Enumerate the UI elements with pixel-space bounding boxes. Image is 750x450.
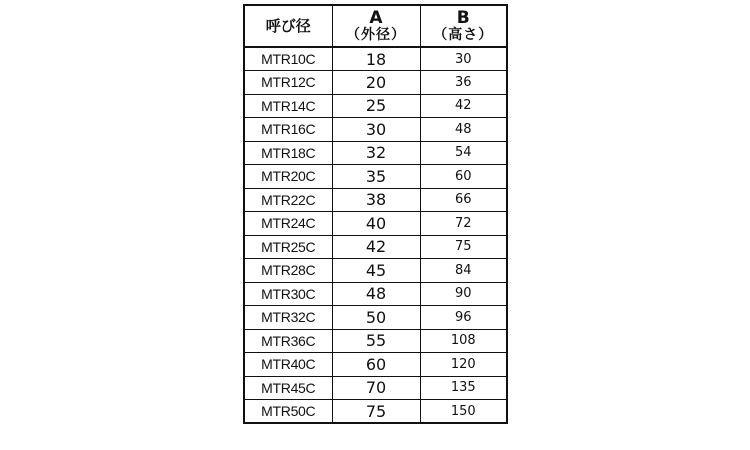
cell-b-value: 75 — [420, 235, 507, 259]
cell-nominal-size: MTR36C — [244, 329, 332, 353]
header-b — [420, 5, 507, 47]
cell-nominal-size: MTR45C — [244, 376, 332, 400]
header-a — [332, 5, 420, 47]
cell-a-value: 32 — [332, 141, 420, 165]
cell-b-value: 48 — [420, 118, 507, 142]
cell-b-value: 42 — [420, 94, 507, 118]
cell-a-value: 48 — [332, 282, 420, 306]
header-b-label: B — [456, 7, 470, 28]
table-row — [244, 188, 507, 212]
header-nominal-size-label: 呼び径 — [265, 16, 311, 35]
header-a-sublabel: （外径） — [346, 26, 406, 43]
cell-b-value: 108 — [420, 329, 507, 353]
cell-nominal-size: MTR24C — [244, 212, 332, 236]
cell-a-value: 55 — [332, 329, 420, 353]
table-row — [244, 306, 507, 330]
cell-a-value: 18 — [332, 47, 420, 71]
cell-nominal-size: MTR32C — [244, 306, 332, 330]
cell-a-value: 70 — [332, 376, 420, 400]
table-row — [244, 71, 507, 95]
table-row — [244, 235, 507, 259]
cell-b-value: 96 — [420, 306, 507, 330]
cell-nominal-size: MTR10C — [244, 47, 332, 71]
dimension-table — [243, 4, 508, 424]
cell-b-value: 36 — [420, 71, 507, 95]
cell-nominal-size: MTR28C — [244, 259, 332, 283]
cell-b-value: 54 — [420, 141, 507, 165]
table-row — [244, 259, 507, 283]
cell-b-value: 84 — [420, 259, 507, 283]
cell-a-value: 45 — [332, 259, 420, 283]
cell-a-value: 25 — [332, 94, 420, 118]
table-row — [244, 118, 507, 142]
table-header-row — [244, 5, 507, 47]
cell-b-value: 60 — [420, 165, 507, 189]
header-nominal-size — [244, 5, 332, 47]
cell-nominal-size: MTR18C — [244, 141, 332, 165]
cell-nominal-size: MTR14C — [244, 94, 332, 118]
table-row — [244, 376, 507, 400]
cell-b-value: 135 — [420, 376, 507, 400]
cell-a-value: 75 — [332, 400, 420, 424]
cell-b-value: 90 — [420, 282, 507, 306]
header-a-label: A — [369, 7, 383, 28]
header-b-sublabel: （高さ） — [433, 26, 494, 43]
cell-a-value: 35 — [332, 165, 420, 189]
table-row — [244, 165, 507, 189]
cell-b-value: 66 — [420, 188, 507, 212]
cell-nominal-size: MTR22C — [244, 188, 332, 212]
cell-b-value: 30 — [420, 47, 507, 71]
table-row — [244, 94, 507, 118]
cell-a-value: 30 — [332, 118, 420, 142]
cell-nominal-size: MTR50C — [244, 400, 332, 424]
table-row — [244, 47, 507, 71]
cell-b-value: 150 — [420, 400, 507, 424]
cell-a-value: 60 — [332, 353, 420, 377]
table-row — [244, 353, 507, 377]
table-row — [244, 282, 507, 306]
cell-a-value: 40 — [332, 212, 420, 236]
cell-a-value: 20 — [332, 71, 420, 95]
cell-nominal-size: MTR16C — [244, 118, 332, 142]
cell-nominal-size: MTR12C — [244, 71, 332, 95]
table-row — [244, 400, 507, 424]
cell-a-value: 42 — [332, 235, 420, 259]
cell-nominal-size: MTR30C — [244, 282, 332, 306]
table-body — [244, 47, 507, 423]
cell-a-value: 50 — [332, 306, 420, 330]
table-row — [244, 329, 507, 353]
cell-nominal-size: MTR25C — [244, 235, 332, 259]
cell-nominal-size: MTR20C — [244, 165, 332, 189]
table-row — [244, 141, 507, 165]
cell-nominal-size: MTR40C — [244, 353, 332, 377]
table-row — [244, 212, 507, 236]
cell-a-value: 38 — [332, 188, 420, 212]
cell-b-value: 72 — [420, 212, 507, 236]
cell-b-value: 120 — [420, 353, 507, 377]
